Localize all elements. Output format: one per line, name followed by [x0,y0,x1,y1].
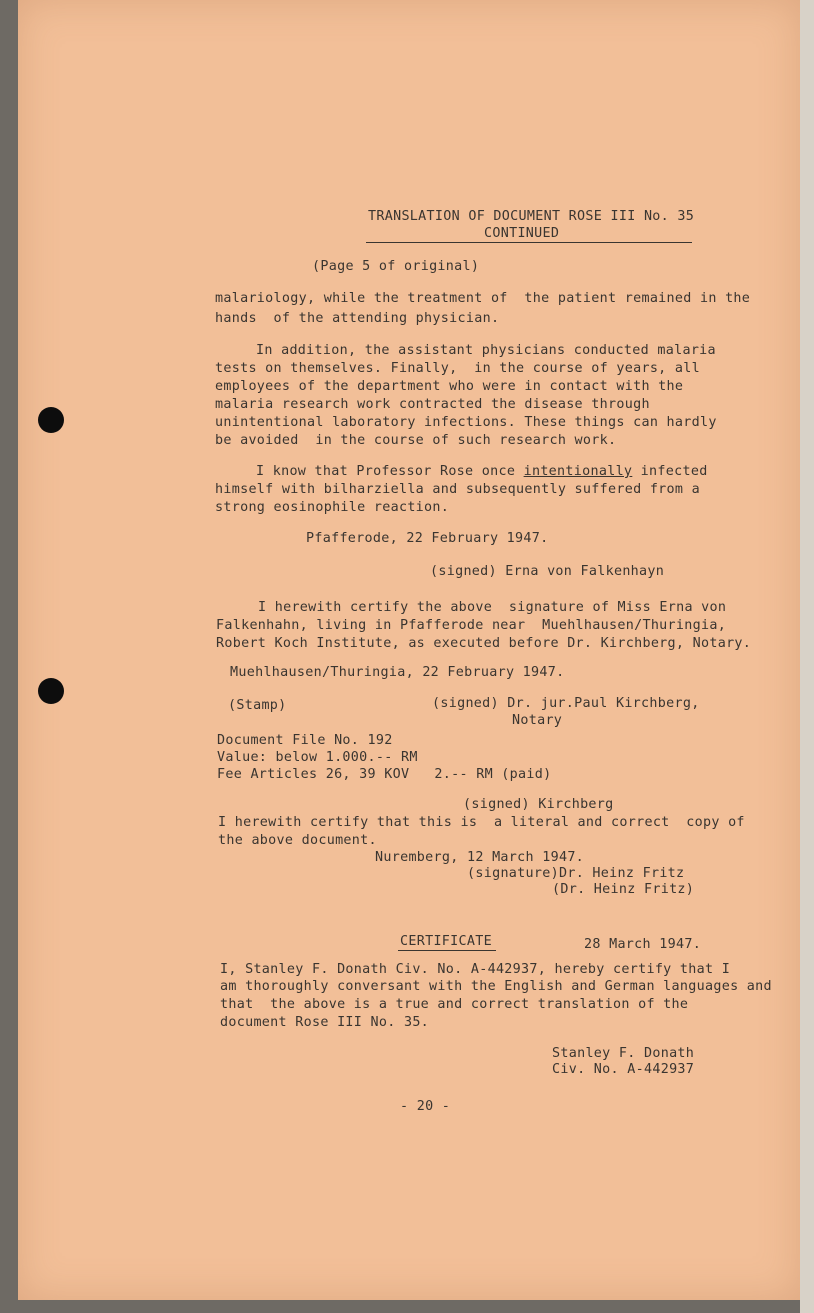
place-date: Muehlhausen/Thuringia, 22 February 1947. [230,665,565,680]
certificate-line: document Rose III No. 35. [220,1015,430,1030]
fee-line: Value: below 1.000.-- RM [217,750,418,765]
signatory-name: (Dr. Heinz Fritz) [552,882,695,897]
body-line: employees of the department who were in contact with the [215,379,684,394]
page-edge [800,0,814,1313]
body-line: tests on themselves. Finally, in the course of years, all [215,361,700,376]
document-title: TRANSLATION OF DOCUMENT ROSE III No. 35 [368,209,695,224]
copy-certification-line: I herewith certify that this is a literal and correct copy of [218,815,745,830]
punch-hole [38,407,64,433]
certification-line: Falkenhahn, living in Pfafferode near Muehlhausen/Thuringia, [216,618,727,633]
stamp-note: (Stamp) [228,698,287,713]
certificate-date: 28 March 1947. [584,937,702,952]
body-line: strong eosinophile reaction. [215,500,450,515]
body-line: I know that Professor Rose once intentionally infected [256,464,708,479]
certificate-line: I, Stanley F. Donath Civ. No. A-442937, hereby certify that I [220,962,731,977]
certificate-heading: CERTIFICATE [400,934,492,949]
document-subtitle: CONTINUED [484,226,560,241]
notary-title: Notary [512,713,563,728]
body-line: himself with bilharziella and subsequently suffered from a [215,482,700,497]
body-line: unintentional laboratory infections. These things can hardly [215,415,717,430]
certificate-line: am thoroughly conversant with the English and German languages and [220,979,772,994]
certification-line: Robert Koch Institute, as executed before Dr. Kirchberg, Notary. [216,636,752,651]
title-rule [366,242,692,243]
underlined-word: intentionally [523,464,633,479]
fee-line: Document File No. 192 [217,733,393,748]
place-date: Nuremberg, 12 March 1947. [375,850,585,865]
signature-line: (signed) Kirchberg [463,797,614,812]
body-line: In addition, the assistant physicians conducted malaria [256,343,716,358]
body-line: malaria research work contracted the disease through [215,397,650,412]
fee-line: Fee Articles 26, 39 KOV 2.-- RM (paid) [217,767,552,782]
body-line: be avoided in the course of such research work. [215,433,617,448]
signature-line: (signed) Erna von Falkenhayn [430,564,665,579]
page-number: - 20 - [400,1099,451,1114]
certification-line: I herewith certify the above signature of Miss Erna von [258,600,727,615]
body-line: malariology, while the treatment of the patient remained in the [215,291,751,306]
signature-line: (signed) Dr. jur.Paul Kirchberg, [432,696,700,711]
page-reference: (Page 5 of original) [312,259,480,274]
body-line: hands of the attending physician. [215,311,500,326]
certificate-rule [398,950,496,951]
copy-certification-line: the above document. [218,833,377,848]
certificate-line: that the above is a true and correct translation of the [220,997,689,1012]
translator-name: Stanley F. Donath [552,1046,695,1061]
translator-civ-number: Civ. No. A-442937 [552,1062,695,1077]
place-date: Pfafferode, 22 February 1947. [306,531,549,546]
signature-line: (signature)Dr. Heinz Fritz [467,866,685,881]
punch-hole [38,678,64,704]
